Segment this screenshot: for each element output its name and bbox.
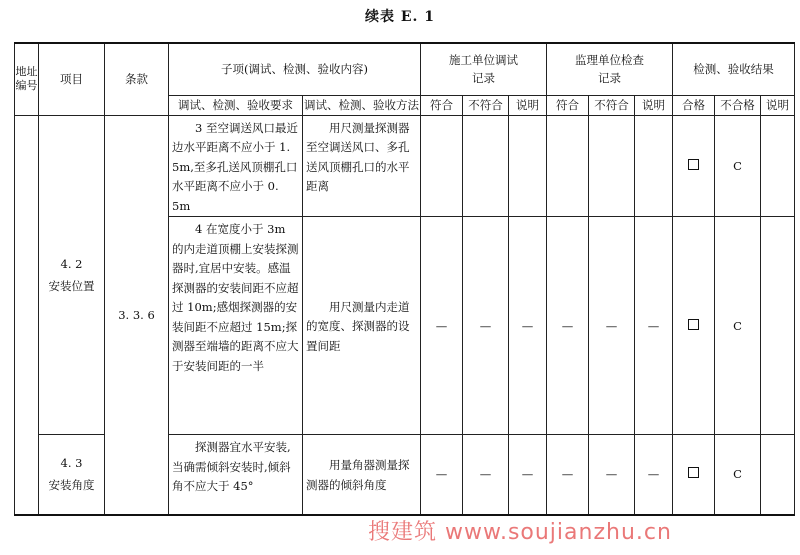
cell-explain-3	[761, 217, 795, 435]
cell-qualified-2[interactable]	[673, 217, 715, 435]
header-nonconform-1: 不符合	[463, 95, 509, 115]
header-clause: 条款	[105, 43, 169, 115]
cell-nonconform-1	[463, 115, 509, 217]
cell-conform-1: —	[421, 435, 463, 515]
header-supervision-record	[547, 43, 673, 95]
header-conform-1: 符合	[421, 95, 463, 115]
checkbox[interactable]	[688, 467, 699, 478]
header-result-text: 检测、验收结果	[693, 62, 774, 77]
cell-project-4-2: 4. 2 安装位置	[39, 115, 105, 435]
cell-method-1: 用尺测量探测器至空调送风口、多孔送风顶棚孔口的水平距离	[303, 115, 421, 217]
cell-conform-2: —	[547, 435, 589, 515]
watermark: 搜建筑 www.soujianzhu.cn	[368, 520, 672, 545]
cell-nonconform-1: —	[463, 435, 509, 515]
cell-clause: 3. 3. 6	[105, 115, 169, 515]
cell-explain-2: —	[635, 435, 673, 515]
cell-requirement-1: 3 至空调送风口最近边水平距离不应小于 1. 5m,至多孔送风顶棚孔口水平距离不应小于 0. 5m	[169, 115, 303, 217]
header-explain-1: 说明	[509, 95, 547, 115]
header-requirement: 调试、检测、验收要求	[169, 95, 303, 115]
cell-qualified-1[interactable]	[673, 115, 715, 217]
checkbox[interactable]	[688, 159, 699, 170]
cell-method-3: 用量角器测量探测器的倾斜角度	[303, 435, 421, 515]
cell-nonconform-1: —	[463, 217, 509, 435]
cell-nonconform-2	[589, 115, 635, 217]
cell-project-4-3: 4. 3 安装角度	[39, 435, 105, 515]
cell-explain-2: —	[635, 217, 673, 435]
table-row	[15, 115, 795, 217]
cell-nonconform-2: —	[589, 217, 635, 435]
header-project: 项目	[39, 43, 105, 115]
page-title: 续表 E. 1	[364, 9, 436, 25]
cell-explain-1	[509, 115, 547, 217]
cell-explain-2	[635, 115, 673, 217]
cell-requirement-2: 4 在宽度小于 3m 的内走道顶棚上安装探测器时,宜居中安装。感温探测器的安装间距不应超过 10m;感烟探测器的安装间距不应超过 15m;探测器至端墙的距离不应大于安装间距的一半	[169, 217, 303, 435]
cell-conform-1: —	[421, 217, 463, 435]
cell-explain-3	[761, 435, 795, 515]
header-address-code: 地址编号	[15, 43, 39, 115]
header-qualified: 合格	[673, 95, 715, 115]
header-explain-2: 说明	[635, 95, 673, 115]
inspection-table	[14, 42, 795, 516]
cell-nonconform-2: —	[589, 435, 635, 515]
header-subitem: 子项(调试、检测、验收内容)	[169, 43, 421, 95]
header-nonconform-2: 不符合	[589, 95, 635, 115]
cell-address-code	[15, 115, 39, 515]
cell-unqualified-2: C	[715, 217, 761, 435]
header-supervision-text: 监理单位检查记录	[575, 53, 645, 86]
checkbox[interactable]	[688, 319, 699, 330]
cell-conform-2	[547, 115, 589, 217]
header-result	[673, 43, 795, 95]
cell-unqualified-3: C	[715, 435, 761, 515]
header-construction-record	[421, 43, 547, 95]
header-construction-text: 施工单位调试记录	[449, 53, 519, 86]
header-explain-3: 说明	[761, 95, 795, 115]
header-unqualified: 不合格	[715, 95, 761, 115]
cell-method-2: 用尺测量内走道的宽度、探测器的设置间距	[303, 217, 421, 435]
cell-explain-1: —	[509, 435, 547, 515]
cell-unqualified-1: C	[715, 115, 761, 217]
cell-explain-1: —	[509, 217, 547, 435]
cell-conform-1	[421, 115, 463, 217]
cell-explain-3	[761, 115, 795, 217]
header-method: 调试、检测、验收方法	[303, 95, 421, 115]
cell-qualified-3[interactable]	[673, 435, 715, 515]
cell-requirement-3: 探测器宜水平安装,当确需倾斜安装时,倾斜角不应大于 45°	[169, 435, 303, 515]
cell-conform-2: —	[547, 217, 589, 435]
header-conform-2: 符合	[547, 95, 589, 115]
